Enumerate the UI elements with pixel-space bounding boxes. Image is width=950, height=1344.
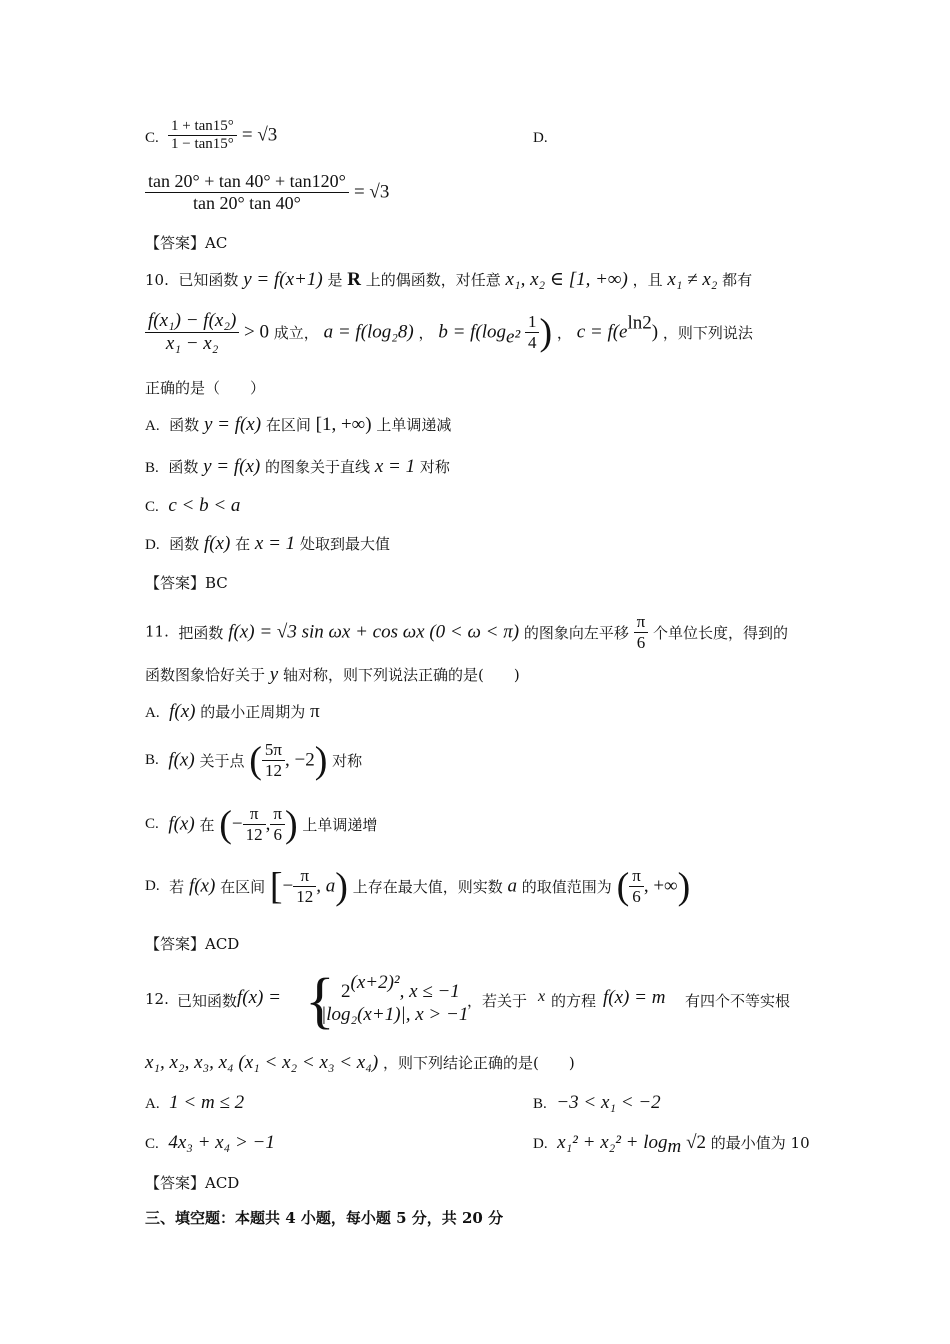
q12-math: x₁, x₂, x₃, x₄ (x₁ < x₂ < x₃ < x₄) — [145, 1052, 379, 1073]
q11-a-math: f(x) — [169, 701, 196, 722]
q10-b-label: B. — [145, 460, 159, 476]
q10-option-c — [145, 495, 240, 517]
q11-text: 轴对称，则下列说法正确的是( ) — [283, 666, 520, 684]
q10-frac-numerator: 1 — [527, 312, 537, 331]
q9-c-rhs: = √3 — [241, 124, 278, 146]
q12-text: ，若关于 — [467, 992, 528, 1010]
q10-frac-numerator: f(x₁) − f(x₂) — [148, 310, 237, 331]
q10-math: x₁ ≠ x₂ — [667, 269, 718, 290]
q12-math: , x > −1 — [405, 1004, 469, 1025]
q12-math: x — [538, 988, 546, 1005]
q9-option-d-expression — [145, 171, 389, 214]
q10-d-math: x = 1 — [254, 533, 296, 554]
q11-option-a — [145, 701, 320, 723]
q10-a-text: 在区间 — [265, 416, 311, 434]
q11-stem-line1 — [145, 612, 788, 653]
q10-a-math: y = f(x) — [203, 414, 262, 435]
q12-text: 的方程 — [551, 992, 597, 1010]
q10-frac-denominator: 4 — [525, 332, 540, 353]
q10-answer: 【答案】BC — [145, 574, 228, 592]
q10-text: 都有 — [722, 271, 753, 289]
q10-d-label: D. — [145, 537, 160, 553]
q12-option-c — [145, 1132, 275, 1154]
q11-option-c: C. f(x) 在 (− $\frac{\pi}{12}$ , $\frac{\pi}{6}$ ) 上单调递增 — [145, 803, 378, 846]
q10-math: x₁, x₂ ∈ [1, +∞) — [505, 269, 628, 290]
q9-option-c-expression — [168, 118, 277, 153]
section-3-heading: 三、填空题：本题共 4 小题，每小题 5 分，共 20 分 — [145, 1209, 504, 1227]
q10-b-text: 的图象关于直线 — [265, 458, 371, 476]
q11-math: y — [269, 664, 279, 685]
q12-d-math: √2 — [686, 1132, 706, 1153]
q11-a-math: π — [310, 701, 320, 722]
q12-d-math: m — [667, 1136, 682, 1157]
q11-c-label: C. — [145, 816, 159, 832]
q10-stem-line3: 正确的是（ ） — [145, 379, 266, 397]
q12-math: f(x) = m — [603, 987, 666, 1008]
q11-a-label: A. — [145, 705, 160, 721]
q11-stem-line2 — [145, 664, 520, 686]
q12-answer: 【答案】ACD — [145, 1174, 240, 1192]
q11-c-math: f(x) — [168, 813, 195, 835]
q11-d-text: 上存在最大值，则实数 — [352, 878, 503, 896]
q10-b-text: 函数 — [168, 458, 199, 476]
q11-d-frac-numerator: π — [300, 866, 310, 885]
q10-a-text: 函数 — [169, 416, 200, 434]
q10-stem-line1 — [145, 268, 752, 291]
q10-text: 已知函数 — [178, 271, 239, 289]
q9-option-c-label: C. — [145, 130, 159, 146]
q11-number: 11. — [145, 622, 169, 641]
q10-stem-line2: $\frac{\text{f(x₁) − f(x₂)}}{\text{x₁ − x₂}}$ > 0 成立， a = f(log₂8) ， $b = f(\log_{e^2}$ $\frac{1}{4}$ ) ， $c = f(e^{ln2})$ ，则下列说法 — [145, 310, 753, 355]
q12-d-math: x₁² + x₂² + log — [557, 1132, 668, 1153]
q10-d-math: f(x) — [203, 533, 231, 554]
q11-d-math: f(x) — [188, 875, 216, 897]
q12-c-label: C. — [145, 1136, 159, 1152]
q9-answer: 【答案】AC — [145, 234, 228, 252]
q10-d-text: 函数 — [169, 535, 200, 553]
q10-a-label: A. — [145, 418, 160, 434]
q11-a-text: 的最小正周期为 — [200, 703, 306, 721]
q12-math: 2 — [341, 981, 351, 1002]
q11-b-text: 对称 — [332, 752, 363, 770]
q11-c-frac-denominator: 12 — [243, 824, 266, 845]
q10-math: ln2 — [627, 312, 652, 334]
q12-b-label: B. — [533, 1096, 547, 1112]
q12-text: 有四个不等实根 — [685, 992, 791, 1010]
q11-d-text: 的取值范围为 — [521, 878, 612, 896]
q12-option-d — [533, 1132, 810, 1158]
q11-d-label: D. — [145, 878, 160, 894]
q11-d-math: a — [507, 875, 517, 897]
q11-d-text: 若 — [169, 878, 185, 896]
q11-b-frac-numerator: 5π — [264, 740, 283, 759]
q11-b-math: , −2 — [285, 749, 315, 771]
q11-d-frac-denominator: 6 — [629, 886, 644, 907]
q11-c-frac-denominator: 6 — [270, 824, 285, 845]
q11-d-frac-denominator: 12 — [293, 886, 316, 907]
q10-b-math: y = f(x) — [203, 456, 261, 477]
q11-text: 把函数 — [178, 624, 224, 642]
q10-d-text: 在 — [235, 535, 251, 553]
q11-d-math: , +∞ — [643, 875, 678, 897]
q10-c-math: c < b < a — [168, 495, 241, 516]
q11-c-frac-numerator: π — [249, 804, 259, 823]
q11-text: 个单位长度，得到的 — [653, 624, 789, 642]
q11-b-text: 关于点 — [199, 752, 245, 770]
q10-d-text: 处取到最大值 — [299, 535, 390, 553]
q10-number: 10. — [145, 271, 169, 289]
q12-a-math: 1 < m ≤ 2 — [169, 1092, 245, 1113]
q11-option-d: D. 若 f(x) 在区间 [− $\frac{\pi}{12}$ , a) 上存在最大值，则实数 a 的取值范围为 ( $\frac{\pi}{6}$ , +∞) — [145, 865, 691, 908]
q12-piece1 — [341, 972, 460, 1003]
q10-math: b = f(log — [438, 321, 507, 343]
q11-frac-numerator: π — [636, 612, 646, 631]
q9-c-numerator: 1 + tan15° — [171, 118, 234, 134]
q9-c-denominator: 1 − tan15° — [168, 135, 237, 153]
q12-c-math: 4x₃ + x₄ > −1 — [168, 1132, 275, 1153]
q12-piece2 — [321, 1004, 468, 1026]
q10-math: R — [347, 269, 361, 290]
q12-d-text: 的最小值为 10 — [710, 1134, 810, 1152]
q12-text: 已知函数 — [177, 992, 238, 1010]
q12-math: |log₂(x+1)| — [321, 1004, 406, 1025]
q11-text: 函数图象恰好关于 — [145, 666, 266, 684]
q11-math: f(x) = √3 sin ωx + cos ωx (0 < ω < π) — [228, 621, 520, 643]
q11-answer: 【答案】ACD — [145, 935, 240, 953]
q11-c-text: 上单调递增 — [302, 816, 378, 834]
q10-option-a — [145, 414, 451, 436]
q9-d-rhs: = √3 — [353, 181, 390, 203]
q11-b-frac-denominator: 12 — [262, 760, 285, 781]
q12-math: (x+2)² — [350, 972, 400, 993]
q10-math: c = f(e — [576, 321, 628, 343]
q12-a-label: A. — [145, 1096, 160, 1112]
q11-d-math: , a — [316, 875, 336, 897]
q10-text: 上的偶函数，对任意 — [365, 271, 501, 289]
q10-b-text: 对称 — [419, 458, 450, 476]
q10-b-math: x = 1 — [374, 456, 416, 477]
q10-math: y = f(x+1) — [243, 269, 323, 290]
q9-d-numerator: tan 20° + tan 40° + tan120° — [148, 171, 346, 191]
q12-d-label: D. — [533, 1136, 548, 1152]
q11-d-frac-numerator: π — [632, 866, 641, 885]
q12-math: f(x) = — [237, 987, 281, 1008]
q12-option-a — [145, 1092, 244, 1114]
q10-math: > 0 — [244, 321, 270, 343]
q9-option-d-label: D. — [533, 130, 548, 146]
q10-frac-denominator: x₁ − x₂ — [145, 332, 239, 355]
q12-stem-line2 — [145, 1052, 575, 1074]
q11-c-text: 在 — [199, 816, 215, 834]
q11-option-b: B. f(x) 关于点 ( $\frac{5\pi}{12}$ , −2) 对称 — [145, 739, 363, 782]
q10-math: a = f(log₂8) — [323, 321, 414, 343]
q11-c-frac-numerator: π — [273, 804, 282, 823]
q12-text: ，则下列结论正确的是( ) — [382, 1054, 575, 1072]
q12-number: 12. — [145, 990, 169, 1008]
q10-a-math: [1, +∞) — [315, 414, 372, 435]
q12-b-math: −3 < x₁ < −2 — [556, 1092, 661, 1113]
q11-b-label: B. — [145, 752, 159, 768]
q11-text: 的图象向左平移 — [523, 624, 629, 642]
q10-math: e² — [506, 326, 521, 348]
q10-option-b — [145, 456, 450, 478]
q10-option-d — [145, 533, 390, 555]
q11-b-math: f(x) — [168, 749, 195, 771]
q10-a-text: 上单调递减 — [376, 416, 452, 434]
q10-text: ，则下列说法 — [662, 324, 753, 342]
q11-frac-denominator: 6 — [634, 632, 649, 653]
q10-text: 成立， — [273, 324, 319, 342]
q11-d-text: 在区间 — [220, 878, 266, 896]
q10-c-label: C. — [145, 499, 159, 515]
q9-d-denominator: tan 20° tan 40° — [145, 192, 349, 214]
q12-math: , x ≤ −1 — [399, 981, 460, 1002]
q10-text: ，且 — [632, 271, 663, 289]
q12-option-b — [533, 1092, 661, 1114]
q12-brace: { — [305, 967, 335, 1035]
q10-text: 是 — [327, 271, 343, 289]
